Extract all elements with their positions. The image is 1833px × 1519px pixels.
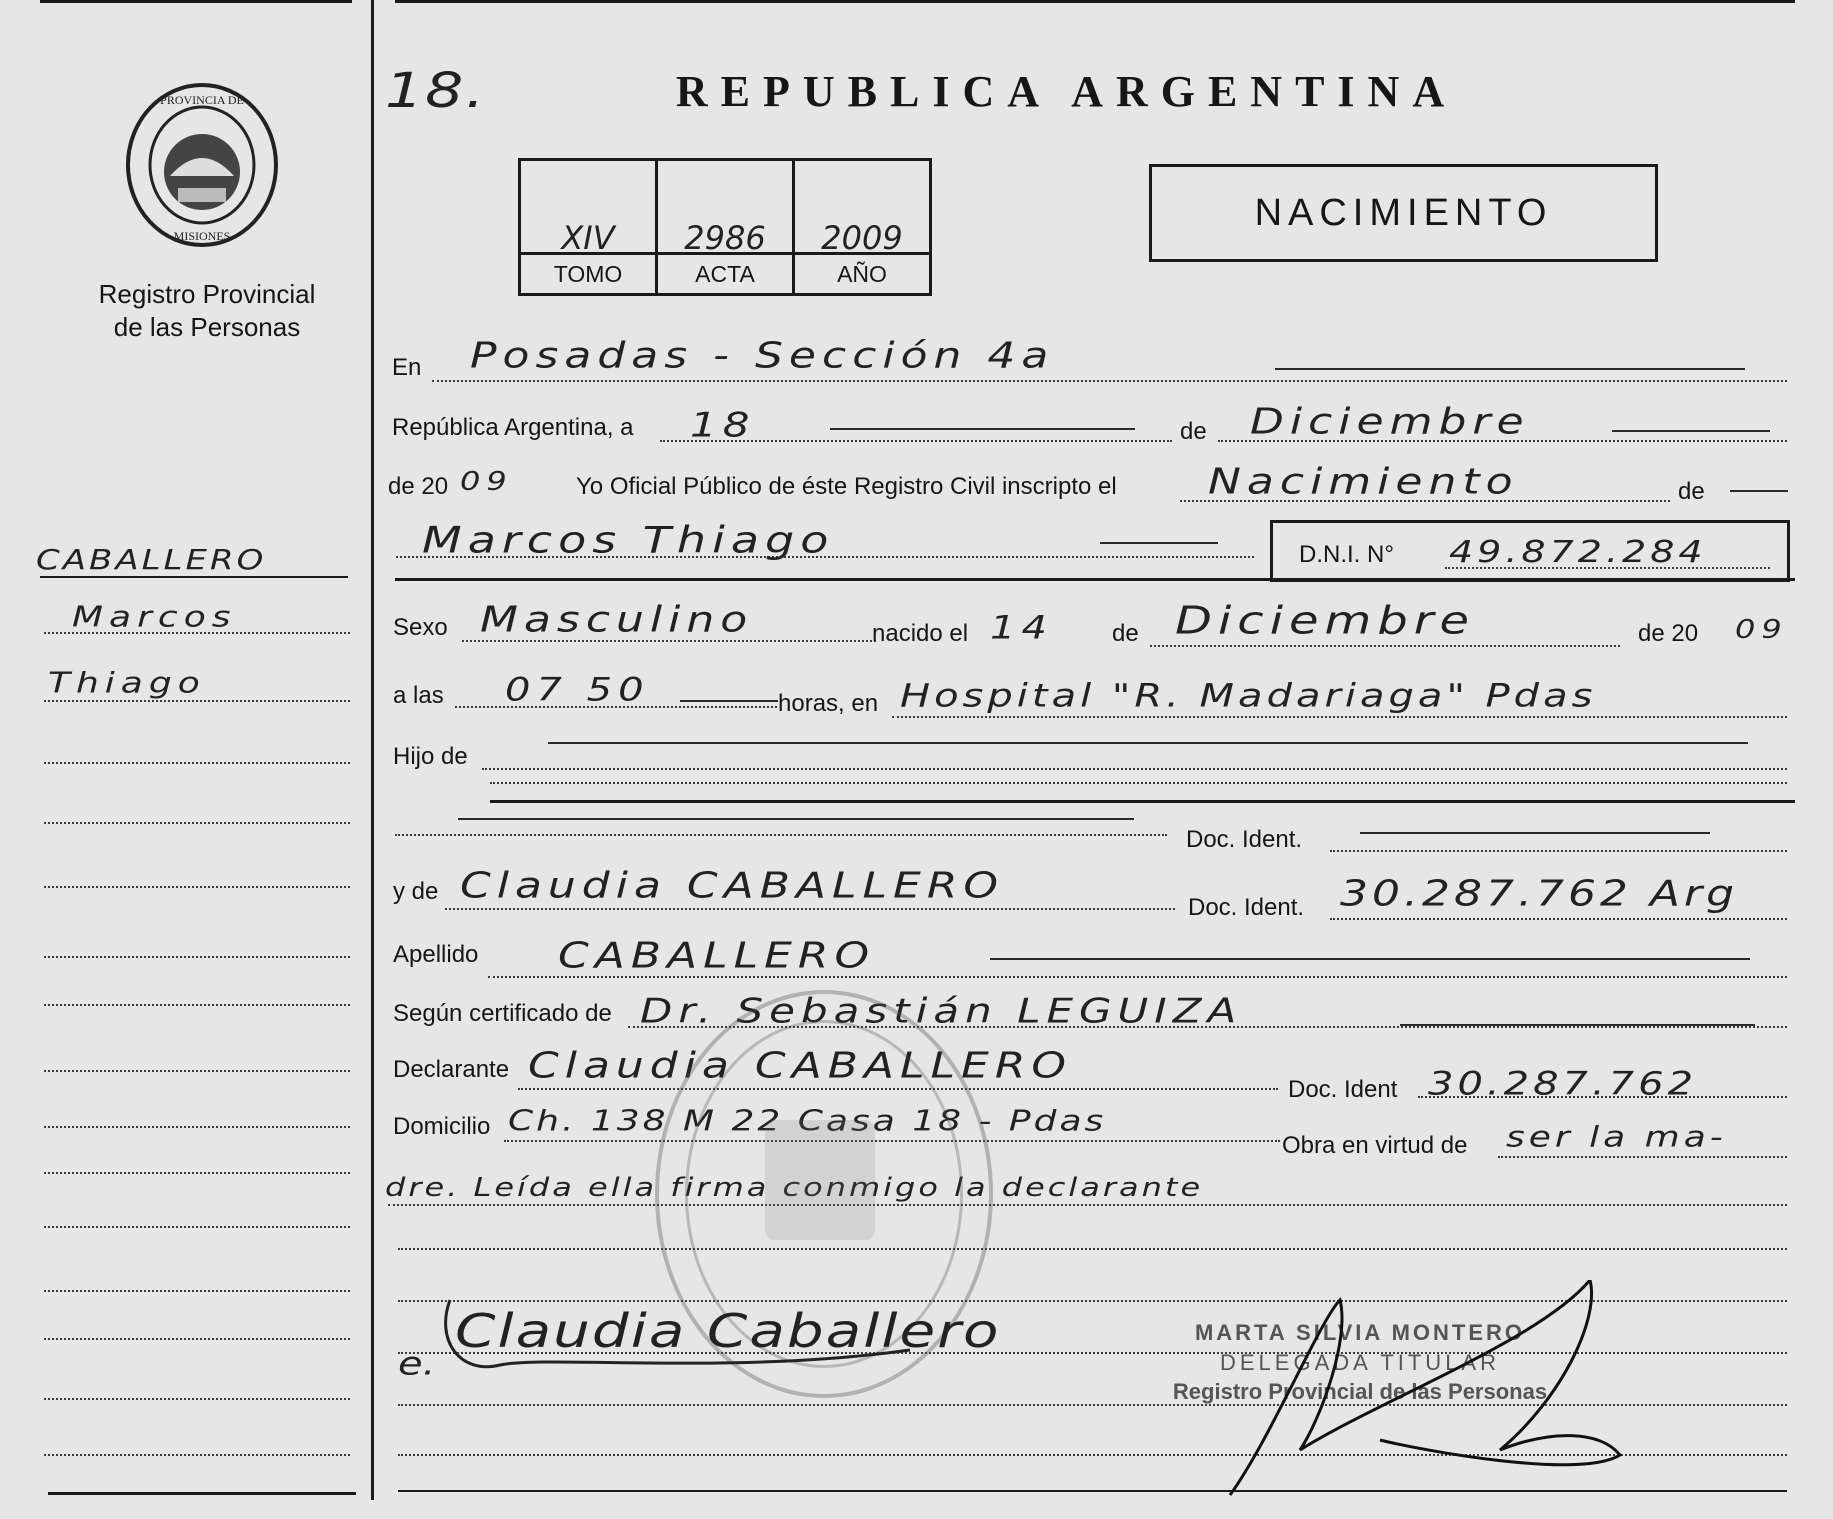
value-obra: ser la ma- [1506,1120,1727,1154]
stroke-certificado [1400,1024,1755,1026]
acta-value: 2986 [684,219,766,257]
label-de-20: de 20 [388,473,449,500]
stroke-dia [830,428,1135,430]
document-title: REPUBLICA ARGENTINA [675,67,1458,116]
signature-prefix: e. [398,1345,436,1383]
line-padre [395,834,1167,836]
stamp-emblem-icon [765,1120,875,1240]
dni-box [1270,520,1790,582]
label-republica: República Argentina, a [392,414,634,441]
record-reference-table [518,158,932,296]
tomo-label: TOMO [521,252,655,293]
margin-line-8 [44,1070,350,1072]
anio-label: AÑO [795,252,929,293]
label-de-2: de [1678,478,1705,505]
label-sexo: Sexo [393,614,448,641]
margin-line-2 [44,700,350,702]
label-de-1: de [1180,418,1207,445]
official-name: MARTA SILVIA MONTERO [1194,1320,1526,1345]
margin-line-1 [44,632,350,634]
tomo-value: XIV [561,219,615,257]
section-divider-2 [490,800,1795,803]
label-dni: D.N.I. N° [1299,541,1394,568]
label-doc-ident-declarante: Doc. Ident [1288,1076,1398,1103]
label-obra: Obra en virtud de [1282,1132,1468,1159]
acta-label: ACTA [658,252,792,293]
acta-cell [658,161,795,293]
value-anio-suffix: 09 [460,466,513,497]
value-obra-cont: dre. Leída ella firma conmigo la declarante [385,1172,1204,1203]
margin-line-10 [44,1172,350,1174]
line-en [432,380,1787,382]
value-apellido: CABALLERO [558,935,876,977]
line-obra-cont [388,1204,1787,1206]
registry-label-line2: de las Personas [113,311,301,342]
margin-line-6 [44,956,350,958]
line-madre-doc [1330,918,1787,920]
line-madre [445,908,1175,910]
line-hijo-de [482,768,1787,770]
stroke-mes [1612,430,1770,432]
value-lugar-nac: Hospital "R. Madariaga" Pdas [900,677,1597,715]
label-doc-ident-padre: Doc. Ident. [1186,826,1303,853]
top-frame-right [395,0,1795,3]
stroke-hijo-de-1 [548,742,1748,744]
margin-name2: Thiago [48,666,206,700]
record-type-box: NACIMIENTO [1149,164,1658,262]
tomo-cell [521,161,658,293]
margin-line-7 [44,1004,350,1006]
margin-line-12 [44,1290,350,1292]
stroke-de-2 [1730,490,1788,492]
margin-line-15 [44,1454,350,1456]
value-madre: Claudia CABALLERO [460,865,1005,907]
anio-cell [795,161,929,293]
value-hora: 07 50 [505,671,650,709]
value-lugar: Posadas - Sección 4a [470,335,1055,377]
registry-label-line1: Registro Provincial [98,279,316,309]
line-blank-1 [398,1248,1787,1250]
margin-line-4 [44,822,350,824]
left-column-divider [371,0,374,1500]
value-inscripto: Nacimiento [1208,461,1519,503]
label-doc-ident-madre: Doc. Ident. [1188,894,1305,921]
margin-line-5 [44,886,350,888]
stroke-doc-padre [1360,832,1710,834]
label-domicilio: Domicilio [393,1113,491,1140]
value-nac-mes: Diciembre [1175,598,1476,644]
label-hijo-de: Hijo de [393,743,468,770]
label-horas-en: horas, en [778,690,879,717]
label-de-3: de [1112,620,1139,647]
line-doc-padre [1330,850,1787,852]
top-frame-left [40,0,352,3]
left-column-bottom [48,1492,356,1495]
value-sexo: Masculino [480,599,754,641]
value-mes: Diciembre [1250,401,1530,443]
margin-line-13 [44,1338,350,1340]
stroke-nombre [1100,542,1218,544]
declarant-signature-flourish [430,1280,950,1390]
official-office: Registro Provincial de las Personas [1172,1379,1548,1405]
official-signature [1120,1280,1640,1510]
value-domicilio: Ch. 138 M 22 Casa 18 - Pdas [508,1104,1107,1138]
line-obra [1498,1156,1787,1158]
label-yo-oficial: Yo Oficial Público de éste Registro Civil inscripto el [576,473,1117,500]
anio-value: 2009 [821,219,903,257]
value-dia: 18 [690,405,756,445]
margin-surname: CABALLERO [36,544,267,577]
value-nombre: Marcos Thiago [422,518,835,562]
value-declarante: Claudia CABALLERO [528,1045,1073,1087]
label-en: En [392,354,422,381]
svg-text:PROVINCIA DE: PROVINCIA DE [160,93,244,107]
label-nacido-el: nacido el [872,620,969,647]
stroke-padre [458,818,1134,820]
margin-surname-underline [40,576,348,578]
value-dni-numero: 49.872.284 [1449,534,1707,570]
line-lugar-nac [892,716,1787,718]
margin-line-3 [44,762,350,764]
value-nac-anio: 09 [1735,614,1788,645]
value-nac-dia: 14 [990,609,1053,647]
page-note: 18. [385,63,487,119]
stroke-lugar [1275,368,1745,370]
margin-line-11 [44,1226,350,1228]
value-declarante-doc: 30.287.762 [1428,1065,1698,1103]
label-a-las: a las [393,682,444,709]
declarant-signature: Claudia Caballero [455,1303,1001,1358]
stroke-hora [680,700,778,702]
official-title: DELEGADA TITULAR [1220,1349,1500,1375]
label-y-de: y de [393,878,439,905]
margin-name1: Marcos [72,600,237,634]
label-declarante: Declarante [393,1056,510,1083]
label-segun-cert: Según certificado de [393,1000,612,1027]
label-de-20-b: de 20 [1638,620,1699,647]
stroke-apellido [990,958,1750,960]
margin-line-9 [44,1126,350,1128]
value-madre-doc: 30.287.762 Arg [1340,873,1739,915]
value-certificado: Dr. Sebastián LEGUIZA [640,991,1243,1031]
line-nac-mes [1150,645,1620,647]
line-hijo-de-2 [490,782,1787,784]
margin-line-14 [44,1398,350,1400]
svg-text:MISIONES: MISIONES [173,229,231,243]
registry-label [62,278,352,343]
label-apellido: Apellido [393,941,479,968]
